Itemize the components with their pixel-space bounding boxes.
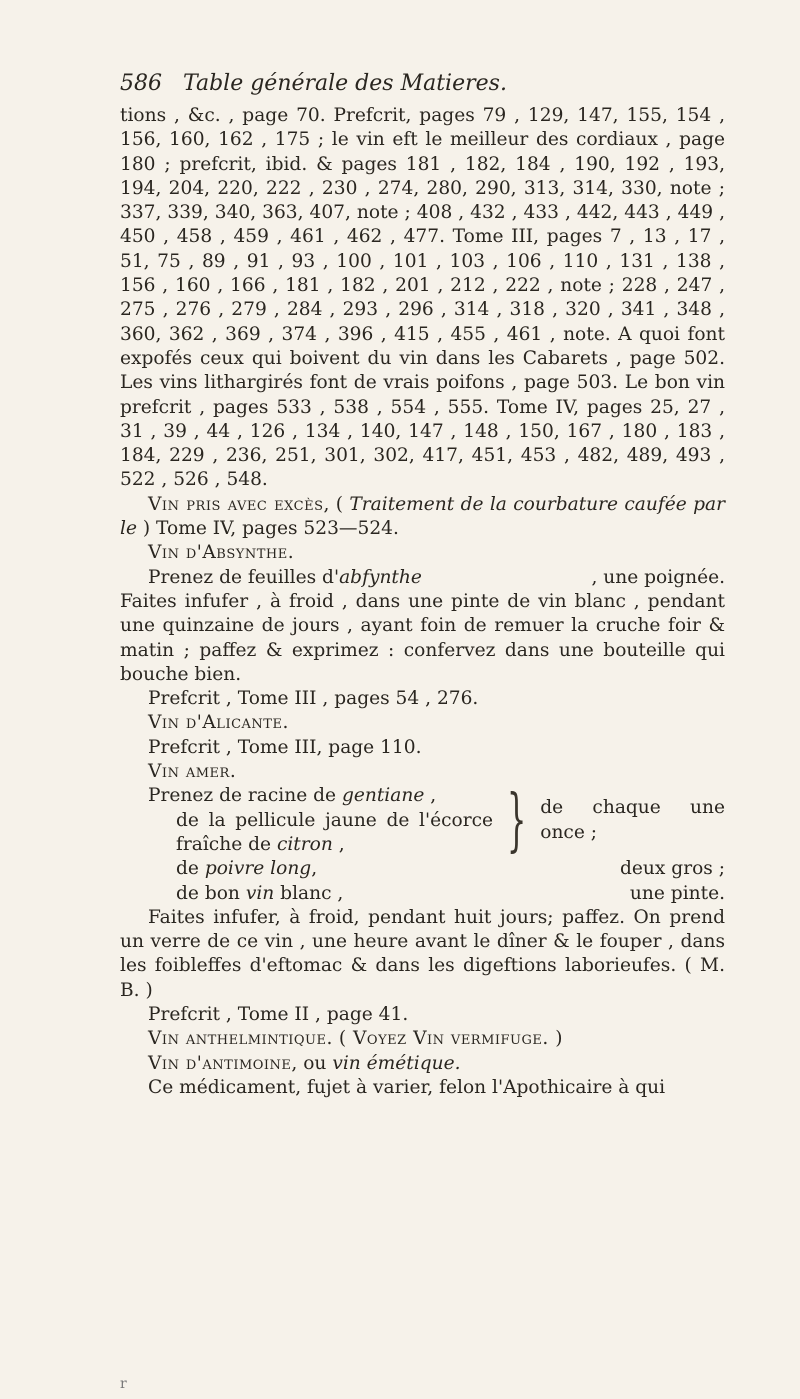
entry-vin-antimoine: Vin d'antimoine, ou vin émétique. [148,1052,461,1074]
reference-line: Prefcrit , Tome III, page 110. [148,736,422,758]
reference-line: Prefcrit , Tome III , pages 54 , 276. [148,688,479,710]
entry-vin-alicante-heading: Vin d'Alicante. [148,712,289,734]
footer-mark: r [120,1376,127,1392]
vin-references-paragraph: tions , &c. , page 70. Prefcrit, pages 79 , 129, 147, 155, 154 , 156, 160, 162 , 175 ; le vin eft le meilleur des cordiaux , page 180 ; prefcrit, ibid. & pages 181 , 182, 184 , 190, 192 , 193, 194, 204, 220, 222 , 230 , 274, 280, 290, 313, 314, 330, note ; 337, 339, 340, 363, 407, note ; 408 , 432 , 433 , 442, 443 , 449 , 450 , 458 , 459 , 461 , 462 , 477. Tome III, pages 7 , 13 , 17 , 51, 75 , 89 , 91 , 93 , 100 , 101 , 103 , 106 , 110 , 131 , 138 , 156 , 160 , 166 , 181 , 182 , 201 , 212 , 222 , note ; 228 , 247 , 275 , 276 , 279 , 284 , 293 , 296 , 314 , 318 , 320 , 341 , 348 , 360, 362 , 369 , 374 , 396 , 415 , 455 , 461 , note. A quoi font expofés ceux qui boivent du vin dans les Cabarets , page 502. Les vins lithargirés font de vrais poifons , page 503. Le bon vin prefcrit , pages 533 , 538 , 554 , 555. Tome IV, pages 25, 27 , 31 , 39 , 44 , 126 , 134 , 140, 147 , 148 , 150, 167 , 180 , 183 , 184, 229 , 236, 251, 301, 302, 417, 451, 453 , 482, 489, 493 , 522 , 526 , 548. [120,105,725,491]
recipe-ingredients-braced [120,780,725,860]
ingredient-vin: de bon vin blanc , une pinte. [176,882,725,904]
entry-heading: Vin pris avec excès [148,493,324,515]
recipe-instructions: Ce médicament, fujet à varier, felon l'Apothicaire à qui [148,1076,666,1098]
ingredient-gentiane: Prenez de racine de gentiane , [148,785,437,807]
page-header [120,70,720,98]
entry-vin-absynthe-heading: Vin d'Absynthe. [148,542,295,564]
entry-vin-exces: Vin pris avec excès, ( Traitement de la courbature caufée par le ) Tome IV, pages 523—524. [120,493,725,540]
recipe-instructions: Faites infufer, à froid, pendant huit jours; paffez. On prend un verre de ce vin , une heure avant le dîner & le fouper , dans les foibleffes d'eftomac & dans les digeftions laborieufes. ( M. B. ) [120,906,725,1001]
brace-glyph: } [506,780,527,860]
recipe-line-absynthe: Prenez de feuilles d'abfynthe , une poignée. [148,566,725,588]
brace-quantity: de chaque une once ; [540,797,725,843]
body-text [120,104,725,1100]
page-number: 586 [120,71,162,96]
recipe-instructions: Faites infufer , à froid , dans une pinte de vin blanc , pendant une quinzaine de jours , ayant foin de remuer la cruche foir & matin ; paffez & exprimez : confervez dans une bouteille qui bouche bien. [120,590,725,685]
running-title: Table générale des Matieres. [183,71,507,96]
ingredient-poivre: de poivre long, deux gros ; [176,858,725,880]
entry-vin-amer-heading: Vin amer. [148,761,237,783]
ingredient-citron: de la pellicule jaune de l'écorce fraîche de citron , [176,809,493,855]
reference-line: Prefcrit , Tome II , page 41. [148,1003,409,1025]
entry-vin-anthelmintique: Vin anthelmintique. ( Voyez Vin vermifuge. ) [148,1028,563,1050]
